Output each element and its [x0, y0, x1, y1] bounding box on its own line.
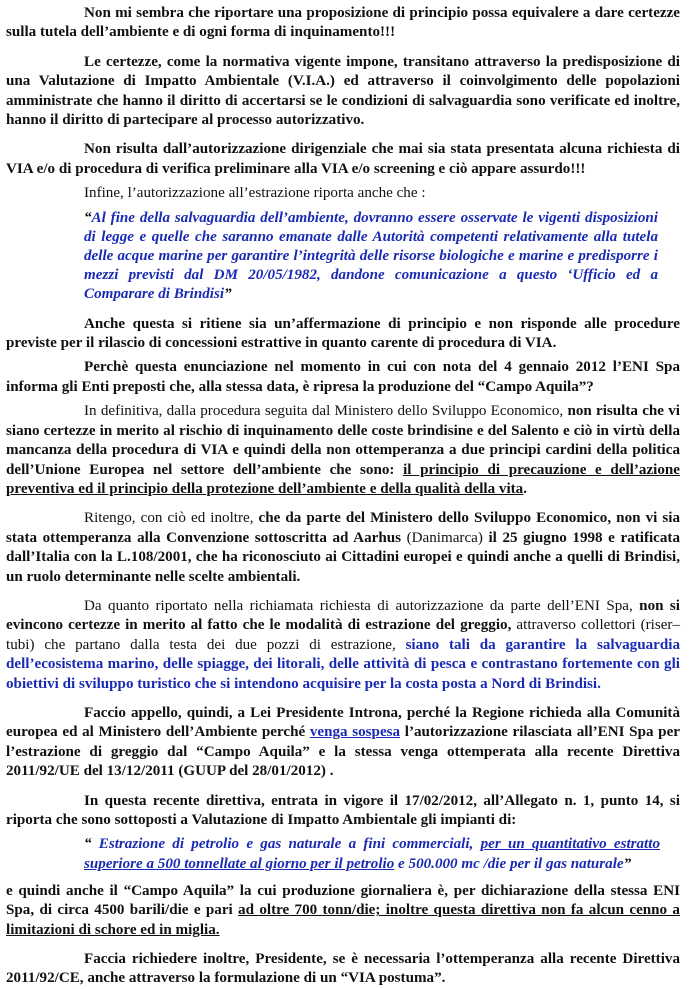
- paragraph-7-bold: non risulta che vi siano certezze in merito al rischio di inquinamento delle coste brindisine e del Salento e ciò in virtù della mancanza della procedura di VIA e quindi della non ottemperanza a due principi cardini della politica dell’Unione Europea nel settore dell’ambiente che sono:: [6, 403, 680, 478]
- paragraph-9-lead: Da quanto riportato nella richiamata richiesta di autorizzazione da parte dell’ENI Spa,: [84, 597, 640, 614]
- quote-text: Al fine della salvaguardia dell’ambiente, dovranno essere osservate le vigenti disposizioni di legge e quelle che saranno emanate dalle Autorità competenti relativamente alla tutela delle acque marine per garantire l’integrità delle risorse biologiche e marine e predisporre i mezzi previsti dal DM 20/05/1982, dandone comunicazione a questo ‘Ufficio ed a Comparare di Brindisi: [84, 209, 658, 303]
- paragraph-1: Non mi sembra che riportare una proposizione di principio possa equivalere a dare certezze sulla tutela dell’ambiente e di ogni forma di inquinamento!!!: [6, 5, 680, 41]
- paragraph-9-mid: attraverso collettori (riser–tubi) che partano dalla testa dei due pozzi di estrazione,: [6, 617, 680, 653]
- paragraph-7-lead: In definitiva, dalla procedura seguita dal Ministero dello Sviluppo Economico,: [84, 403, 568, 420]
- paragraph-12-lead: e quindi anche il “Campo Aquila” la cui produzione giornaliera è, per dichiarazione della stessa ENI Spa, di circa 4500 barili/die e pari: [6, 882, 680, 919]
- quote2-text-c: e 500.000 mc /die per il gas naturale: [394, 855, 624, 872]
- paragraph-4: Infine, l’autorizzazione all’estrazione riporta anche che :: [84, 185, 426, 202]
- paragraph-9-bold: non si evincono certezze in merito al fatto che le modalità di estrazione del greggio,: [6, 597, 680, 634]
- quote-close-mark: ”: [224, 286, 232, 303]
- paragraph-7: [6, 402, 680, 499]
- paragraph-7-end: .: [523, 480, 528, 497]
- paragraph-13: Faccia richiedere inoltre, Presidente, se è necessaria l’ottemperanza alla recente Direttiva 2011/92/CE, anche attraverso la formulazione di un “VIA postuma”.: [6, 951, 680, 987]
- quote-open-mark: “: [84, 209, 92, 226]
- quote2-text-b: per un quantitativo estratto superiore a 500 tonnellate al giorno per il petrolio: [84, 836, 660, 872]
- paragraph-11: In questa recente direttiva, entrata in vigore il 17/02/2012, all’Allegato n. 1, punto 14, si riporta che sono sottoposti a Valutazione di Impatto Ambientale gli impianti di:: [6, 792, 680, 829]
- paragraph-3: Non risulta dall’autorizzazione dirigenziale che mai sia stata presentata alcuna richiesta di VIA e/o di procedura di verifica preliminare alla VIA e/o screening e ciò appare assurdo!!!: [6, 141, 680, 177]
- quote2-open-mark: “: [84, 836, 92, 853]
- paragraph-7-underlined: il principio di precauzione e dell’azione preventiva ed il principio della protezione dell’ambiente e della qualità della vita: [6, 461, 680, 497]
- paragraph-8: [6, 509, 680, 587]
- quote2-close-mark: ”: [623, 855, 632, 872]
- paragraph-12-underlined: ad oltre 700 tonn/die; inoltre questa direttiva non fa alcun cenno a limitazioni di schore ed in miglia.: [6, 902, 680, 938]
- quote-directive: [84, 835, 660, 873]
- paragraph-10-end: l’autorizzazione rilasciata all’ENI Spa per l’estrazione di greggio dal “Campo Aquila” e la stessa venga ottemperata alla recente Direttiva 2011/92/UE del 13/12/2011 (GUUP del 28/01/2012) .: [6, 724, 680, 780]
- paragraph-8-country: (Danimarca): [406, 529, 483, 546]
- paragraph-8-lead: Ritengo, con ciò ed inoltre,: [84, 510, 259, 527]
- paragraph-8-bold-3: il 25 giugno 1998 e ratificata dall’Italia con la L.108/2001, che ha riconosciuto ai Cittadini europei e quindi anche a quelli di Brindisi, un ruolo determinante nelle scelte ambientali.: [6, 529, 680, 585]
- paragraph-10: [6, 704, 680, 782]
- quote2-text-a: Estrazione di petrolio e gas naturale a fini commerciali,: [91, 836, 481, 853]
- paragraph-5: Anche questa si ritiene sia un’affermazione di principio e non risponde alle procedure previste per il rilascio di concessioni estrattive in quanto carente di procedura di VIA.: [6, 315, 680, 352]
- paragraph-10-lead: Faccio appello, quindi, a Lei Presidente Introna, perché la Regione richieda alla Comunità europea ed al Ministero dell’Ambiente perché: [6, 704, 680, 741]
- paragraph-9-blue: siano tali da garantire la salvaguardia dell’ecosistema marino, delle spiagge, dei litorali, delle attività di pesca e contrastano fortemente con gli obiettivi di sviluppo turistico che si intendono acquisire per la costa posta a Nord di Brindisi.: [6, 636, 680, 692]
- paragraph-8-bold-2: , non vi sia stata ottemperanza alla Convenzione sottoscritta ad Aarhus: [6, 510, 680, 546]
- paragraph-10-link-like: venga sospesa: [309, 724, 401, 741]
- paragraph-8-bold-1: che da parte del Ministero dello Sviluppo Economico: [258, 510, 608, 527]
- quote-dm-1982: [84, 209, 658, 305]
- paragraph-6: Perchè questa enunciazione nel momento in cui con nota del 4 gennaio 2012 l’ENI Spa informa gli Enti preposti che, alla stessa data, è ripresa la produzione del “Campo Aquila”?: [6, 359, 680, 395]
- paragraph-2: Le certezze, come la normativa vigente impone, transitano attraverso la predisposizione di una Valutazione di Impatto Ambientale (V.I.A.) ed attraverso il coinvolgimento delle popolazioni amministrate che hanno il diritto di accertarsi se le condizioni di salvaguardia sono verificate ed inoltre, hanno il diritto di partecipare al processo autorizzativo.: [6, 53, 680, 129]
- paragraph-12: [6, 882, 680, 940]
- paragraph-9: [6, 597, 680, 694]
